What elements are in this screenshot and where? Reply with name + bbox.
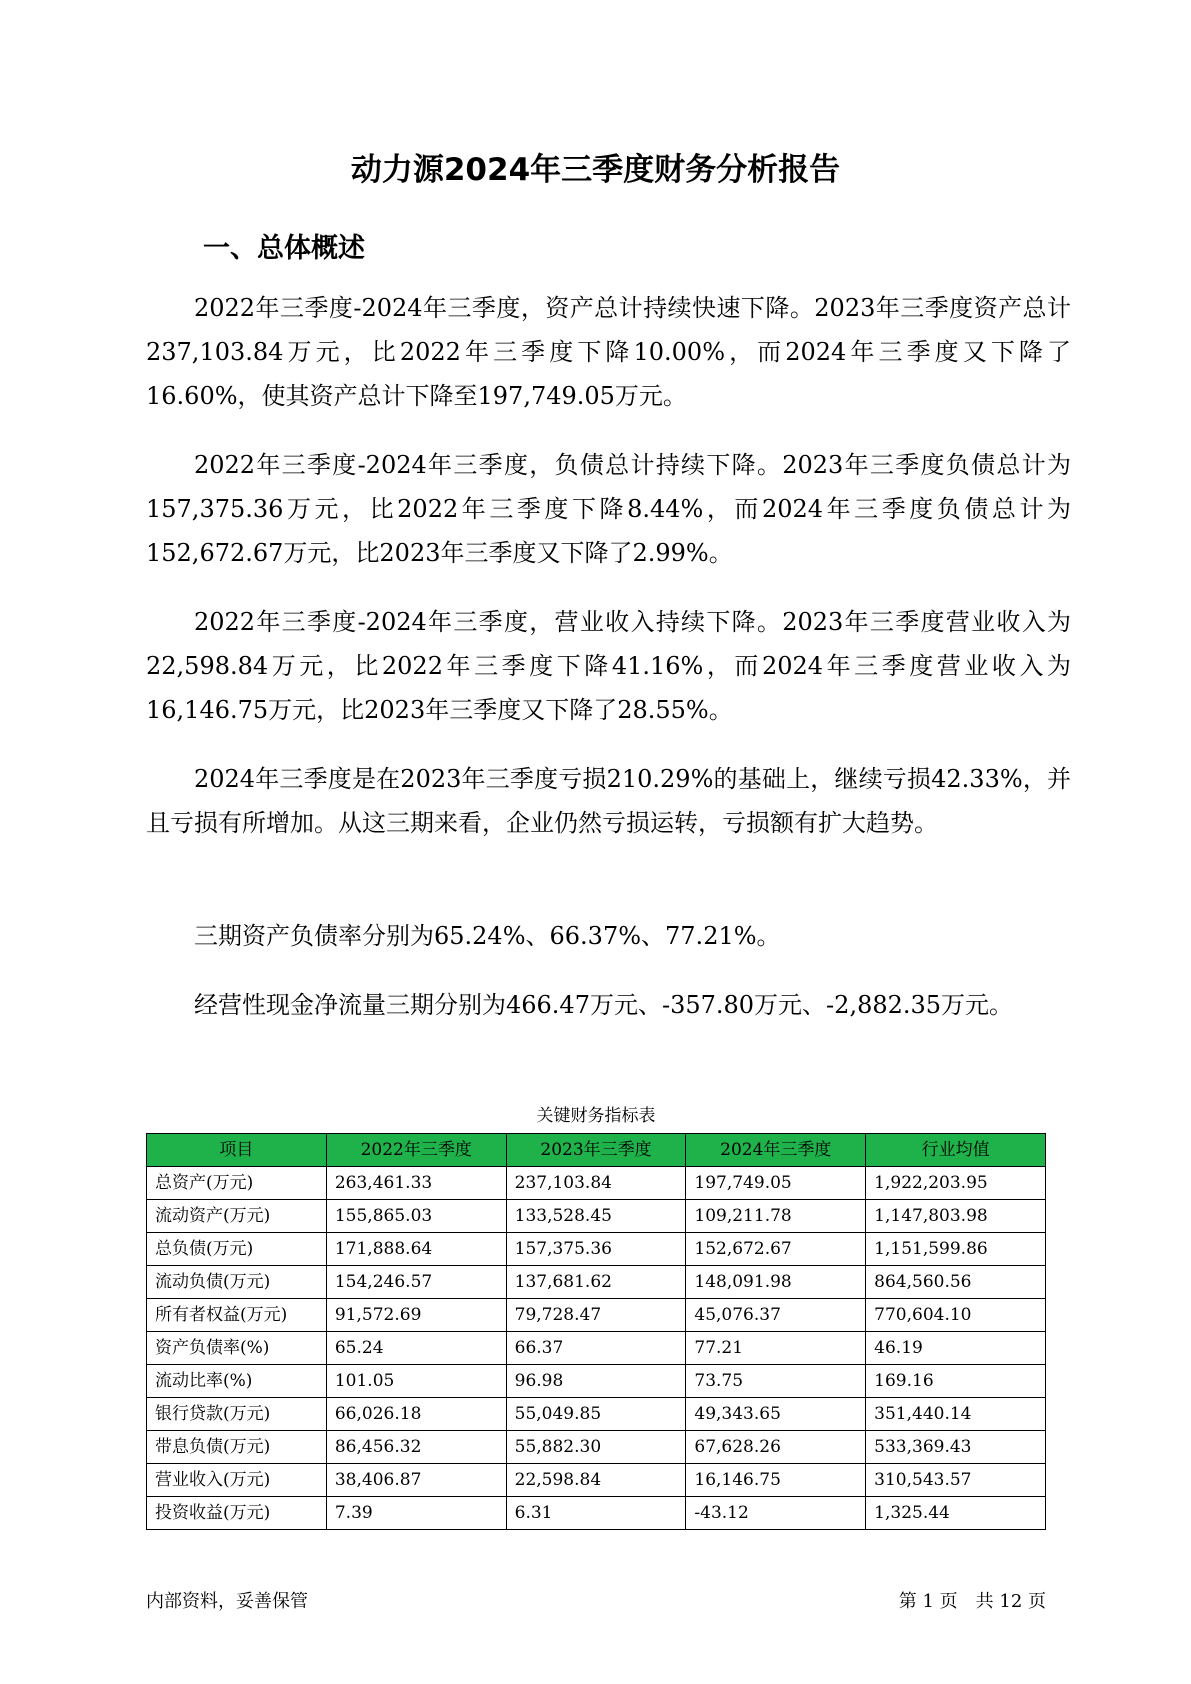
table-cell: 197,749.05 (686, 1167, 866, 1200)
table-cell: 67,628.26 (686, 1431, 866, 1464)
table-cell: 96.98 (506, 1365, 686, 1398)
table-row (147, 1200, 1046, 1233)
table-row (147, 1398, 1046, 1431)
table-cell: 55,049.85 (506, 1398, 686, 1431)
table-row (147, 1266, 1046, 1299)
paragraph-loss: 2024年三季度是在2023年三季度亏损210.29%的基础上，继续亏损42.33%，并且亏损有所增加。从这三期来看，企业仍然亏损运转，亏损额有扩大趋势。 (146, 765, 1071, 837)
table-cell: 16,146.75 (686, 1464, 866, 1497)
table-cell: 133,528.45 (506, 1200, 686, 1233)
table-cell: 38,406.87 (326, 1464, 506, 1497)
table-cell: 770,604.10 (866, 1299, 1046, 1332)
row-label: 总资产(万元) (147, 1167, 327, 1200)
table-cell: 77.21 (686, 1332, 866, 1365)
table-cell: 66.37 (506, 1332, 686, 1365)
table-caption: 关键财务指标表 (536, 1106, 656, 1126)
table-cell: 237,103.84 (506, 1167, 686, 1200)
row-label: 总负债(万元) (147, 1233, 327, 1266)
table-cell: 1,325.44 (866, 1497, 1046, 1530)
table-cell: 46.19 (866, 1332, 1046, 1365)
table-cell: 154,246.57 (326, 1266, 506, 1299)
table-cell: 55,882.30 (506, 1431, 686, 1464)
table-cell: 65.24 (326, 1332, 506, 1365)
paragraph-total-assets: 2022年三季度-2024年三季度，资产总计持续快速下降。2023年三季度资产总计237,103.84万元，比2022年三季度下降10.00%，而2024年三季度又下降了16.60%，使其资产总计下降至197,749.05万元。 (146, 294, 1071, 410)
row-label: 所有者权益(万元) (147, 1299, 327, 1332)
table-cell: -43.12 (686, 1497, 866, 1530)
row-label: 投资收益(万元) (147, 1497, 327, 1530)
footer-page-number: 第 1 页 共 12 页 (898, 1591, 1046, 1612)
table-row (147, 1497, 1046, 1530)
table-row (147, 1431, 1046, 1464)
table-cell: 101.05 (326, 1365, 506, 1398)
table-cell: 864,560.56 (866, 1266, 1046, 1299)
table-cell: 1,147,803.98 (866, 1200, 1046, 1233)
table-cell: 152,672.67 (686, 1233, 866, 1266)
paragraph-debt-ratio: 三期资产负债率分别为65.24%、66.37%、77.21%。 (194, 922, 781, 950)
kpi-table (146, 1133, 1046, 1530)
table-cell: 310,543.57 (866, 1464, 1046, 1497)
section-heading: 一、总体概述 (203, 233, 365, 264)
row-label: 流动比率(%) (147, 1365, 327, 1398)
table-cell: 171,888.64 (326, 1233, 506, 1266)
table-cell: 86,456.32 (326, 1431, 506, 1464)
table-cell: 1,922,203.95 (866, 1167, 1046, 1200)
header-cell: 行业均值 (866, 1134, 1046, 1167)
table-cell: 45,076.37 (686, 1299, 866, 1332)
table-row (147, 1332, 1046, 1365)
header-cell: 2023年三季度 (506, 1134, 686, 1167)
table-cell: 6.31 (506, 1497, 686, 1530)
page-title: 动力源2024年三季度财务分析报告 (350, 152, 841, 188)
table-cell: 533,369.43 (866, 1431, 1046, 1464)
table-header-row (147, 1134, 1046, 1167)
table-cell: 73.75 (686, 1365, 866, 1398)
paragraph-cash-flow: 经营性现金净流量三期分别为466.47万元、-357.80万元、-2,882.35万元。 (194, 991, 1014, 1019)
table-cell: 169.16 (866, 1365, 1046, 1398)
header-cell: 2024年三季度 (686, 1134, 866, 1167)
table-cell: 91,572.69 (326, 1299, 506, 1332)
table-row (147, 1233, 1046, 1266)
table-cell: 66,026.18 (326, 1398, 506, 1431)
row-label: 营业收入(万元) (147, 1464, 327, 1497)
table-cell: 137,681.62 (506, 1266, 686, 1299)
table-cell: 155,865.03 (326, 1200, 506, 1233)
table-row (147, 1365, 1046, 1398)
paragraph-total-liabilities: 2022年三季度-2024年三季度，负债总计持续下降。2023年三季度负债总计为157,375.36万元，比2022年三季度下降8.44%，而2024年三季度负债总计为152,672.67万元，比2023年三季度又下降了2.99%。 (146, 451, 1071, 567)
header-cell: 2022年三季度 (326, 1134, 506, 1167)
row-label: 资产负债率(%) (147, 1332, 327, 1365)
table-cell: 22,598.84 (506, 1464, 686, 1497)
table-cell: 263,461.33 (326, 1167, 506, 1200)
table-cell: 79,728.47 (506, 1299, 686, 1332)
table-cell: 109,211.78 (686, 1200, 866, 1233)
table-row (147, 1299, 1046, 1332)
row-label: 流动资产(万元) (147, 1200, 327, 1233)
table-cell: 49,343.65 (686, 1398, 866, 1431)
table-cell: 148,091.98 (686, 1266, 866, 1299)
table-cell: 1,151,599.86 (866, 1233, 1046, 1266)
table-cell: 7.39 (326, 1497, 506, 1530)
header-cell: 项目 (147, 1134, 327, 1167)
row-label: 带息负债(万元) (147, 1431, 327, 1464)
table-row (147, 1464, 1046, 1497)
table-row (147, 1167, 1046, 1200)
table-cell: 351,440.14 (866, 1398, 1046, 1431)
table-cell: 157,375.36 (506, 1233, 686, 1266)
paragraph-revenue: 2022年三季度-2024年三季度，营业收入持续下降。2023年三季度营业收入为22,598.84万元，比2022年三季度下降41.16%，而2024年三季度营业收入为16,146.75万元，比2023年三季度又下降了28.55%。 (146, 608, 1071, 724)
row-label: 流动负债(万元) (147, 1266, 327, 1299)
row-label: 银行贷款(万元) (147, 1398, 327, 1431)
footer-confidential-note: 内部资料，妥善保管 (146, 1591, 308, 1612)
